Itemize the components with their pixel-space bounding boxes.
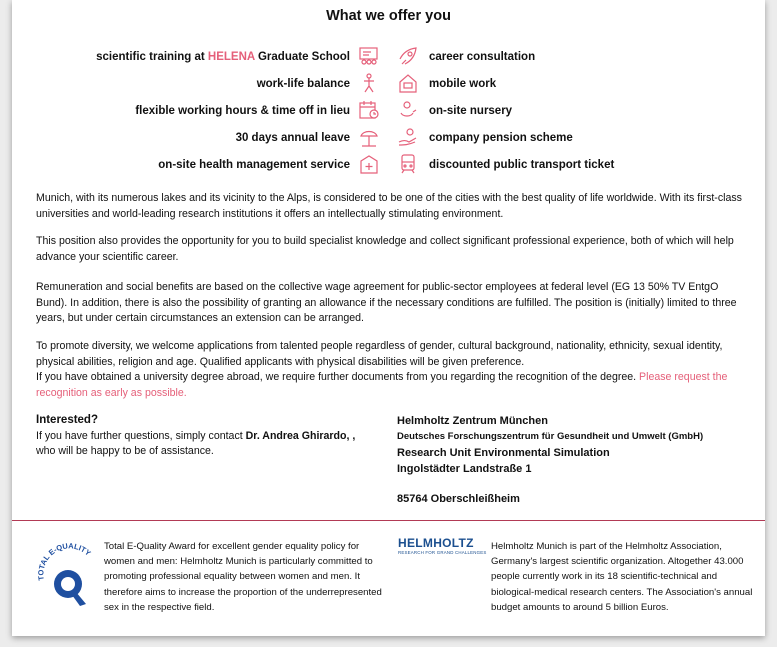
work-life-balance-icon: [358, 72, 380, 94]
offer-row: [12, 97, 765, 124]
street: Ingolstädter Landstraße 1: [397, 463, 532, 475]
career-consultation-icon: [397, 45, 419, 67]
pension-hand-icon: [397, 126, 419, 148]
offer-left-label: 30 days annual leave: [235, 132, 350, 144]
offer-right-label: career consultation: [429, 51, 536, 63]
mobile-work-icon: [397, 72, 419, 94]
train-icon: [397, 153, 419, 175]
helmholtz-logo-name: HELMHOLTZ: [398, 536, 474, 550]
offer-right-label: discounted public transport ticket: [429, 159, 615, 171]
degree-text: If you have obtained a university degree abroad, we require further documents from you regarding the recognition of the degree.: [36, 371, 640, 383]
health-cross-icon: [358, 153, 380, 175]
offer-left-label: flexible working hours & time off in lieu: [135, 105, 350, 117]
contact-block: [36, 413, 376, 460]
contact-text: If you have further questions, simply contact Dr. Andrea Ghirardo, , who will be happy to be of assistance.: [36, 429, 356, 457]
paragraph-career: This position also provides the opportunity for you to build specialist knowledge and collect significant professional experience, both of which will help advance your scientific career.: [36, 235, 734, 263]
org-name: Helmholtz Zentrum München: [397, 415, 548, 427]
offer-right-label: on-site nursery: [429, 105, 513, 117]
paragraph-degree: [36, 370, 748, 401]
helmholtz-description: Helmholtz Munich is part of the Helmholtz Association, Germany's largest scientific organization. Altogether 43.000 people currently work in its 18 scientific-technical and biological-medical research centers. The Association's annual budget amounts to around 5 billion Euros.: [491, 541, 753, 613]
contact-name: Dr. Andrea Ghirardo, ,: [245, 429, 356, 442]
total-e-quality-logo: [36, 538, 100, 610]
recognition-link[interactable]: Please request the recognition as early as possible.: [36, 371, 728, 399]
paragraph-diversity: To promote diversity, we welcome applications from talented people regardless of gender, cultural background, nationality, ethnicity, sexual identity, physical abilities, religion and age. Qualified applicants with physical disabilities will be given preference.: [36, 340, 723, 368]
offer-right-label: mobile work: [429, 78, 497, 90]
offer-left-label: on-site health management service: [158, 159, 350, 171]
offer-row: [12, 124, 765, 151]
beach-umbrella-icon: [358, 126, 380, 148]
calendar-clock-icon: [358, 99, 380, 121]
section-title: What we offer you: [326, 8, 451, 24]
offer-left-label: work-life balance: [256, 78, 350, 90]
research-unit: Research Unit Environmental Simulation: [397, 447, 610, 459]
offer-left-label: scientific training at HELENA Graduate School: [96, 51, 350, 63]
offer-row: [12, 151, 765, 178]
org-subtitle: Deutsches Forschungszentrum für Gesundheit und Umwelt (GmbH): [397, 431, 704, 442]
helmholtz-logo-tagline: RESEARCH FOR GRAND CHALLENGES: [398, 550, 487, 555]
offer-row: [12, 70, 765, 97]
teq-description: Total E-Quality Award for excellent gender equality policy for women and men: Helmholtz Munich is particularly committed to promoting professional equality between women and men. It therefore aims to increase the proportion of the underrepresented sex in the respective field.: [104, 541, 382, 613]
city: 85764 Oberschleißheim: [397, 493, 520, 505]
offer-right-label: company pension scheme: [429, 132, 573, 144]
address-block: [397, 413, 757, 507]
paragraph-remuneration: Remuneration and social benefits are based on the collective wage agreement for public-sector employees at federal level (EG 13 50% TV EntgO Bund). In addition, there is also the possibility of granting an allowance if the necessary conditions are fulfilled. The position is (initially) limited to three years, but under certain circumstances an extension can be arranged.: [36, 281, 737, 324]
nursery-icon: [397, 99, 419, 121]
footer-divider: [12, 520, 765, 521]
training-icon: [358, 45, 380, 67]
offer-row: [12, 43, 765, 70]
svg-text:TOTAL E-QUALITY: TOTAL E-QUALITY: [36, 541, 93, 582]
paragraph-munich: Munich, with its numerous lakes and its vicinity to the Alps, is considered to be one of the cities with the best quality of life worldwide. With its first-class universities and world-leading research institutions it offers an intellectually stimulating environment.: [36, 192, 742, 220]
helmholtz-logo: [398, 536, 488, 556]
job-posting-page: [12, 0, 765, 636]
contact-heading: Interested?: [36, 414, 98, 426]
